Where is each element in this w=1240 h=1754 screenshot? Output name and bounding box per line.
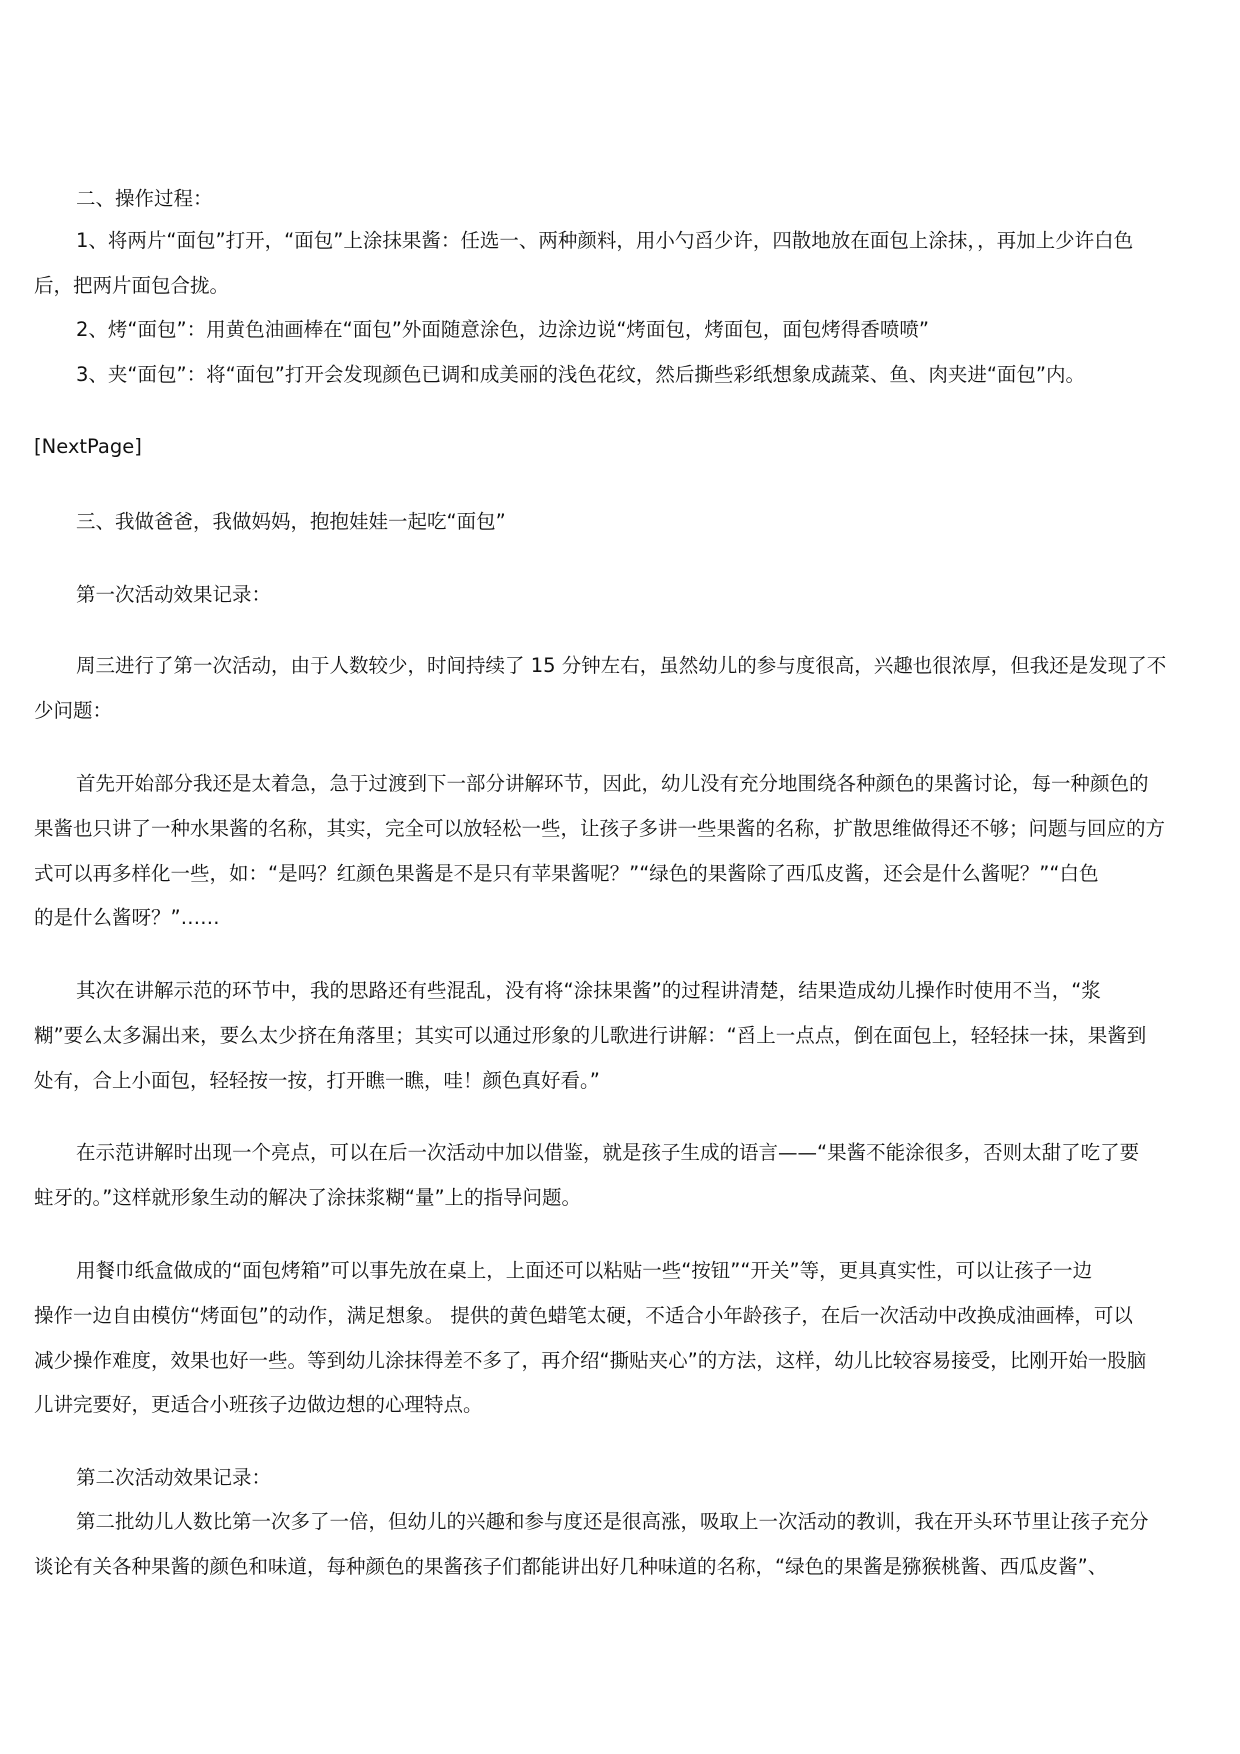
text-line: 1、将两片“面包”打开，“面包”上涂抹果酱：任选一、两种颜料，用小勺舀少许，四散地放在面包上涂抹，，再加上少许白色 <box>76 229 1134 252</box>
text-line: 3、夹“面包”：将“面包”打开会发现颜色已调和成美丽的浅色花纹，然后撕些彩纸想象成蔬菜、鱼、肉夹进“面包”内。 <box>76 363 1086 386</box>
text-line: 处有，合上小面包，轻轻按一按，打开瞧一瞧，哇！颜色真好看。” <box>34 1069 600 1092</box>
text-line: 用餐巾纸盒做成的“面包烤箱”可以事先放在桌上，上面还可以粘贴一些“按钮”“开关”等，更具真实性，可以让孩子一边 <box>76 1259 1093 1282</box>
text-line: 操作一边自由模仿“烤面包”的动作，满足想象。 提供的黄色蜡笔太硬，不适合小年龄孩子，在后一次活动中改换成油画棒，可以 <box>34 1304 1133 1327</box>
text-line: 的是什么酱呀？”…… <box>34 906 220 929</box>
page-break-marker: [NextPage] <box>34 435 142 458</box>
text-line: 减少操作难度，效果也好一些。等到幼儿涂抹得差不多了，再介绍“撕贴夹心”的方法，这样，幼儿比较容易接受，比刚开始一股脑 <box>34 1349 1147 1372</box>
section-heading-part3: 三、我做爸爸，我做妈妈，抱抱娃娃一起吃“面包” <box>76 510 506 533</box>
text-line: 第二批幼儿人数比第一次多了一倍，但幼儿的兴趣和参与度还是很高涨，吸取上一次活动的教训，我在开头环节里让孩子充分 <box>76 1510 1149 1533</box>
text-line: 蛀牙的。”这样就形象生动的解决了涂抹浆糊“量”上的指导问题。 <box>34 1186 582 1209</box>
text-line: 2、烤“面包”：用黄色油画棒在“面包”外面随意涂色，边涂边说“烤面包，烤面包，面包烤得香喷喷” <box>76 318 930 341</box>
text-line: 周三进行了第一次活动，由于人数较少，时间持续了 15 分钟左右，虽然幼儿的参与度很高，兴趣也很浓厚，但我还是发现了不 <box>76 654 1167 677</box>
record-heading-first: 第一次活动效果记录： <box>76 583 272 606</box>
text-line: 式可以再多样化一些，如：“是吗？红颜色果酱是不是只有苹果酱呢？”“绿色的果酱除了西瓜皮酱，还会是什么酱呢？”“白色 <box>34 862 1099 885</box>
text-line: 糊”要么太多漏出来，要么太少挤在角落里；其实可以通过形象的儿歌进行讲解：“舀上一点点，倒在面包上，轻轻抹一抹，果酱到 <box>34 1024 1147 1047</box>
text-line: 在示范讲解时出现一个亮点，可以在后一次活动中加以借鉴，就是孩子生成的语言——“果酱不能涂很多，否则太甜了吃了要 <box>76 1141 1140 1164</box>
text-line: 儿讲完要好，更适合小班孩子边做边想的心理特点。 <box>34 1393 483 1416</box>
section-heading-operation: 二、操作过程： <box>76 187 213 210</box>
text-line: 其次在讲解示范的环节中，我的思路还有些混乱，没有将“涂抹果酱”的过程讲清楚，结果造成幼儿操作时使用不当，“浆 <box>76 979 1101 1002</box>
text-line: 果酱也只讲了一种水果酱的名称，其实，完全可以放轻松一些，让孩子多讲一些果酱的名称，扩散思维做得还不够；问题与回应的方 <box>34 817 1166 840</box>
text-line: 谈论有关各种果酱的颜色和味道，每种颜色的果酱孩子们都能讲出好几种味道的名称，“绿色的果酱是猕猴桃酱、西瓜皮酱”、 <box>34 1555 1108 1578</box>
record-heading-second: 第二次活动效果记录： <box>76 1466 272 1489</box>
text-line: 后，把两片面包合拢。 <box>34 274 230 297</box>
text-line: 首先开始部分我还是太着急，急于过渡到下一部分讲解环节，因此，幼儿没有充分地围绕各种颜色的果酱讨论，每一种颜色的 <box>76 772 1149 795</box>
text-line: 少问题： <box>34 699 113 722</box>
